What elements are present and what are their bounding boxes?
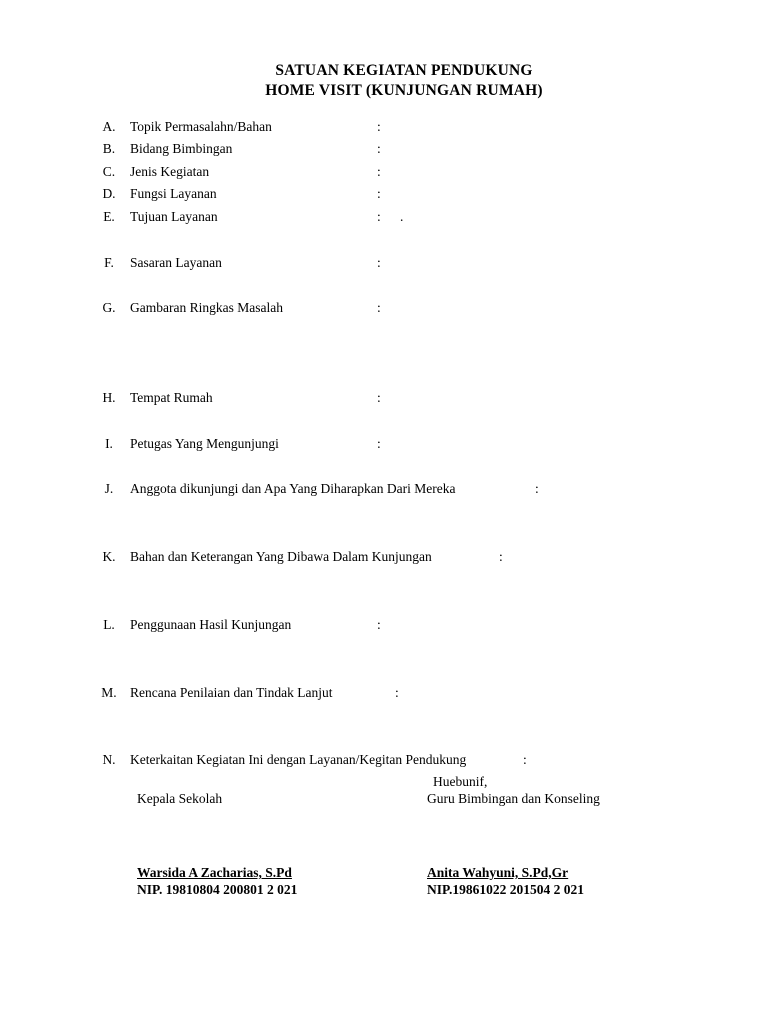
item-colon: : [523,752,527,767]
form-item-e [0,209,768,227]
form-item-g [0,300,768,318]
item-colon: : [377,209,381,224]
left-signatory-role: Kepala Sekolah [137,791,223,806]
document-title-line-2: HOME VISIT (KUNJUNGAN RUMAH) [265,82,543,99]
form-item-m [0,685,768,703]
item-letter: D. [102,186,116,201]
form-item-a [0,119,768,137]
item-letter: N. [102,752,116,767]
item-letter: L. [103,617,115,632]
item-label: Bahan dan Keterangan Yang Dibawa Dalam Kunjungan [130,549,432,564]
form-item-d [0,186,768,204]
left-signatory-nip: NIP. 19810804 200801 2 021 [137,882,298,897]
item-letter: H. [102,390,116,405]
item-colon: : [499,549,503,564]
right-signatory-nip: NIP.19861022 201504 2 021 [427,882,585,897]
item-label: Anggota dikunjungi dan Apa Yang Diharapkan Dari Mereka [130,481,456,496]
item-letter: M. [101,685,117,700]
item-colon: : [377,390,381,405]
item-letter: E. [103,209,115,224]
right-signatory-name: Anita Wahyuni, S.Pd,Gr [427,865,569,880]
item-letter: C. [102,164,116,179]
item-label: Keterkaitan Kegiatan Ini dengan Layanan/Kegitan Pendukung [130,752,467,767]
form-item-h [0,390,768,408]
form-item-j [0,481,768,499]
form-item-b [0,141,768,159]
place-date: Huebunif, [433,774,488,789]
item-letter: A. [102,119,116,134]
item-letter: K. [102,549,116,564]
item-colon: : [535,481,539,496]
item-label: Fungsi Layanan [130,186,217,201]
item-value: . [400,209,404,224]
item-letter: F. [104,255,114,270]
item-colon: : [395,685,399,700]
item-colon: : [377,141,381,156]
form-item-c [0,164,768,182]
form-item-l [0,617,768,635]
left-signatory-name: Warsida A Zacharias, S.Pd [137,865,292,880]
item-letter: J. [104,481,114,496]
item-label: Rencana Penilaian dan Tindak Lanjut [130,685,333,700]
item-label: Bidang Bimbingan [130,141,233,156]
item-label: Sasaran Layanan [130,255,222,270]
item-colon: : [377,436,381,451]
document-title-line-1: SATUAN KEGIATAN PENDUKUNG [275,62,533,79]
item-colon: : [377,186,381,201]
item-label: Tempat Rumah [130,390,213,405]
item-label: Penggunaan Hasil Kunjungan [130,617,292,632]
item-label: Gambaran Ringkas Masalah [130,300,283,315]
item-colon: : [377,617,381,632]
form-item-k [0,549,768,567]
item-letter: G. [102,300,116,315]
item-label: Jenis Kegiatan [130,164,210,179]
item-label: Topik Permasalahn/Bahan [130,119,272,134]
item-label: Petugas Yang Mengunjungi [130,436,279,451]
form-item-i [0,436,768,454]
item-colon: : [377,300,381,315]
item-colon: : [377,164,381,179]
item-colon: : [377,255,381,270]
item-letter: I. [105,436,113,451]
item-letter: B. [102,141,116,156]
form-item-n [0,752,768,770]
right-signatory-role: Guru Bimbingan dan Konseling [427,791,600,806]
form-item-f [0,255,768,273]
item-colon: : [377,119,381,134]
item-label: Tujuan Layanan [130,209,218,224]
